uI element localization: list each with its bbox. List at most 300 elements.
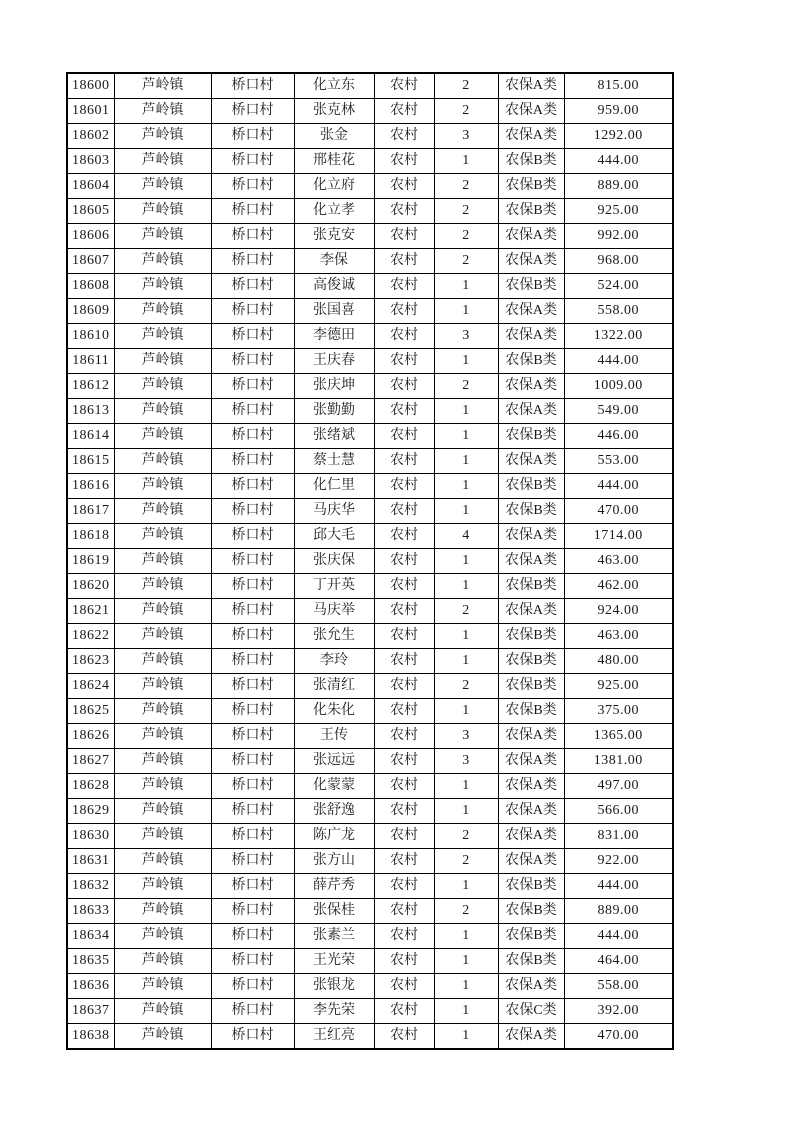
cell-person-name: 马庆举 bbox=[294, 599, 374, 624]
cell-person-name: 张允生 bbox=[294, 624, 374, 649]
cell-record-id: 18601 bbox=[67, 99, 114, 124]
cell-person-count: 1 bbox=[434, 924, 498, 949]
cell-insurance-category: 农保B类 bbox=[498, 949, 564, 974]
cell-amount: 959.00 bbox=[564, 99, 673, 124]
table-row bbox=[67, 624, 673, 649]
table-row bbox=[67, 374, 673, 399]
cell-record-id: 18614 bbox=[67, 424, 114, 449]
cell-amount: 392.00 bbox=[564, 999, 673, 1024]
cell-town: 芦岭镇 bbox=[114, 724, 211, 749]
cell-person-name: 张绪斌 bbox=[294, 424, 374, 449]
cell-village: 桥口村 bbox=[211, 749, 294, 774]
cell-record-id: 18611 bbox=[67, 349, 114, 374]
cell-amount: 464.00 bbox=[564, 949, 673, 974]
table-row bbox=[67, 799, 673, 824]
cell-village: 桥口村 bbox=[211, 174, 294, 199]
cell-village: 桥口村 bbox=[211, 899, 294, 924]
cell-residence-type: 农村 bbox=[374, 399, 434, 424]
cell-person-name: 马庆华 bbox=[294, 499, 374, 524]
cell-record-id: 18617 bbox=[67, 499, 114, 524]
cell-record-id: 18625 bbox=[67, 699, 114, 724]
cell-person-name: 张银龙 bbox=[294, 974, 374, 999]
cell-insurance-category: 农保B类 bbox=[498, 699, 564, 724]
cell-person-name: 张克安 bbox=[294, 224, 374, 249]
cell-person-count: 1 bbox=[434, 449, 498, 474]
cell-town: 芦岭镇 bbox=[114, 174, 211, 199]
cell-record-id: 18609 bbox=[67, 299, 114, 324]
cell-insurance-category: 农保A类 bbox=[498, 99, 564, 124]
cell-amount: 1381.00 bbox=[564, 749, 673, 774]
cell-insurance-category: 农保A类 bbox=[498, 774, 564, 799]
table-row bbox=[67, 674, 673, 699]
cell-insurance-category: 农保A类 bbox=[498, 1024, 564, 1050]
cell-amount: 992.00 bbox=[564, 224, 673, 249]
cell-person-name: 化立府 bbox=[294, 174, 374, 199]
cell-town: 芦岭镇 bbox=[114, 199, 211, 224]
cell-amount: 968.00 bbox=[564, 249, 673, 274]
cell-residence-type: 农村 bbox=[374, 374, 434, 399]
cell-person-count: 1 bbox=[434, 399, 498, 424]
cell-town: 芦岭镇 bbox=[114, 474, 211, 499]
cell-town: 芦岭镇 bbox=[114, 549, 211, 574]
cell-amount: 889.00 bbox=[564, 174, 673, 199]
cell-village: 桥口村 bbox=[211, 424, 294, 449]
cell-insurance-category: 农保A类 bbox=[498, 124, 564, 149]
cell-person-name: 张清红 bbox=[294, 674, 374, 699]
cell-village: 桥口村 bbox=[211, 399, 294, 424]
cell-amount: 463.00 bbox=[564, 549, 673, 574]
cell-insurance-category: 农保B类 bbox=[498, 649, 564, 674]
cell-village: 桥口村 bbox=[211, 124, 294, 149]
cell-person-count: 2 bbox=[434, 249, 498, 274]
table-row bbox=[67, 924, 673, 949]
cell-residence-type: 农村 bbox=[374, 149, 434, 174]
cell-person-count: 1 bbox=[434, 874, 498, 899]
cell-person-name: 李保 bbox=[294, 249, 374, 274]
cell-person-count: 1 bbox=[434, 299, 498, 324]
cell-insurance-category: 农保A类 bbox=[498, 724, 564, 749]
table-row bbox=[67, 199, 673, 224]
cell-residence-type: 农村 bbox=[374, 224, 434, 249]
cell-residence-type: 农村 bbox=[374, 874, 434, 899]
cell-record-id: 18610 bbox=[67, 324, 114, 349]
cell-residence-type: 农村 bbox=[374, 124, 434, 149]
cell-residence-type: 农村 bbox=[374, 624, 434, 649]
cell-village: 桥口村 bbox=[211, 499, 294, 524]
cell-residence-type: 农村 bbox=[374, 749, 434, 774]
table-row bbox=[67, 474, 673, 499]
cell-person-name: 张克林 bbox=[294, 99, 374, 124]
cell-record-id: 18602 bbox=[67, 124, 114, 149]
cell-insurance-category: 农保B类 bbox=[498, 474, 564, 499]
cell-person-name: 丁开英 bbox=[294, 574, 374, 599]
cell-village: 桥口村 bbox=[211, 73, 294, 99]
cell-town: 芦岭镇 bbox=[114, 924, 211, 949]
cell-amount: 925.00 bbox=[564, 199, 673, 224]
cell-record-id: 18616 bbox=[67, 474, 114, 499]
cell-village: 桥口村 bbox=[211, 149, 294, 174]
cell-amount: 463.00 bbox=[564, 624, 673, 649]
cell-record-id: 18606 bbox=[67, 224, 114, 249]
cell-person-count: 1 bbox=[434, 274, 498, 299]
cell-amount: 444.00 bbox=[564, 874, 673, 899]
cell-insurance-category: 农保A类 bbox=[498, 849, 564, 874]
cell-insurance-category: 农保A类 bbox=[498, 524, 564, 549]
cell-insurance-category: 农保B类 bbox=[498, 149, 564, 174]
cell-person-name: 王红亮 bbox=[294, 1024, 374, 1050]
cell-record-id: 18627 bbox=[67, 749, 114, 774]
cell-amount: 1365.00 bbox=[564, 724, 673, 749]
table-row bbox=[67, 424, 673, 449]
cell-amount: 549.00 bbox=[564, 399, 673, 424]
cell-town: 芦岭镇 bbox=[114, 99, 211, 124]
cell-person-count: 2 bbox=[434, 674, 498, 699]
cell-town: 芦岭镇 bbox=[114, 349, 211, 374]
cell-town: 芦岭镇 bbox=[114, 224, 211, 249]
cell-residence-type: 农村 bbox=[374, 674, 434, 699]
cell-insurance-category: 农保A类 bbox=[498, 224, 564, 249]
cell-town: 芦岭镇 bbox=[114, 499, 211, 524]
cell-town: 芦岭镇 bbox=[114, 874, 211, 899]
cell-person-name: 王光荣 bbox=[294, 949, 374, 974]
table-row bbox=[67, 549, 673, 574]
cell-village: 桥口村 bbox=[211, 674, 294, 699]
cell-person-count: 3 bbox=[434, 749, 498, 774]
cell-person-name: 张庆坤 bbox=[294, 374, 374, 399]
cell-amount: 1292.00 bbox=[564, 124, 673, 149]
table-row bbox=[67, 249, 673, 274]
cell-residence-type: 农村 bbox=[374, 249, 434, 274]
cell-town: 芦岭镇 bbox=[114, 599, 211, 624]
cell-person-count: 2 bbox=[434, 174, 498, 199]
cell-town: 芦岭镇 bbox=[114, 324, 211, 349]
cell-record-id: 18631 bbox=[67, 849, 114, 874]
cell-town: 芦岭镇 bbox=[114, 624, 211, 649]
cell-person-count: 1 bbox=[434, 499, 498, 524]
cell-residence-type: 农村 bbox=[374, 899, 434, 924]
cell-insurance-category: 农保A类 bbox=[498, 799, 564, 824]
cell-record-id: 18615 bbox=[67, 449, 114, 474]
cell-residence-type: 农村 bbox=[374, 73, 434, 99]
cell-person-count: 1 bbox=[434, 474, 498, 499]
cell-town: 芦岭镇 bbox=[114, 749, 211, 774]
cell-record-id: 18637 bbox=[67, 999, 114, 1024]
cell-person-name: 化立孝 bbox=[294, 199, 374, 224]
cell-record-id: 18600 bbox=[67, 73, 114, 99]
table-row bbox=[67, 124, 673, 149]
cell-amount: 558.00 bbox=[564, 974, 673, 999]
cell-person-name: 化仁里 bbox=[294, 474, 374, 499]
cell-town: 芦岭镇 bbox=[114, 824, 211, 849]
table-row bbox=[67, 724, 673, 749]
cell-amount: 553.00 bbox=[564, 449, 673, 474]
cell-residence-type: 农村 bbox=[374, 1024, 434, 1050]
cell-residence-type: 农村 bbox=[374, 599, 434, 624]
cell-residence-type: 农村 bbox=[374, 449, 434, 474]
cell-amount: 470.00 bbox=[564, 1024, 673, 1050]
table-row bbox=[67, 524, 673, 549]
cell-residence-type: 农村 bbox=[374, 499, 434, 524]
cell-residence-type: 农村 bbox=[374, 824, 434, 849]
cell-amount: 444.00 bbox=[564, 924, 673, 949]
cell-person-count: 1 bbox=[434, 424, 498, 449]
cell-town: 芦岭镇 bbox=[114, 449, 211, 474]
cell-person-name: 邢桂花 bbox=[294, 149, 374, 174]
cell-person-name: 化蒙蒙 bbox=[294, 774, 374, 799]
cell-village: 桥口村 bbox=[211, 199, 294, 224]
cell-person-count: 2 bbox=[434, 374, 498, 399]
cell-person-count: 3 bbox=[434, 124, 498, 149]
cell-record-id: 18636 bbox=[67, 974, 114, 999]
cell-record-id: 18607 bbox=[67, 249, 114, 274]
cell-person-count: 3 bbox=[434, 324, 498, 349]
cell-village: 桥口村 bbox=[211, 849, 294, 874]
table-row bbox=[67, 599, 673, 624]
table-row bbox=[67, 949, 673, 974]
table-row bbox=[67, 649, 673, 674]
cell-person-name: 李玲 bbox=[294, 649, 374, 674]
cell-residence-type: 农村 bbox=[374, 324, 434, 349]
cell-person-count: 3 bbox=[434, 724, 498, 749]
cell-record-id: 18635 bbox=[67, 949, 114, 974]
cell-amount: 815.00 bbox=[564, 73, 673, 99]
cell-person-count: 2 bbox=[434, 899, 498, 924]
cell-town: 芦岭镇 bbox=[114, 899, 211, 924]
cell-record-id: 18629 bbox=[67, 799, 114, 824]
cell-town: 芦岭镇 bbox=[114, 774, 211, 799]
cell-record-id: 18622 bbox=[67, 624, 114, 649]
cell-town: 芦岭镇 bbox=[114, 399, 211, 424]
cell-amount: 446.00 bbox=[564, 424, 673, 449]
cell-amount: 375.00 bbox=[564, 699, 673, 724]
cell-person-name: 张舒逸 bbox=[294, 799, 374, 824]
cell-village: 桥口村 bbox=[211, 524, 294, 549]
cell-person-count: 1 bbox=[434, 549, 498, 574]
cell-amount: 470.00 bbox=[564, 499, 673, 524]
cell-person-count: 4 bbox=[434, 524, 498, 549]
cell-record-id: 18618 bbox=[67, 524, 114, 549]
cell-residence-type: 农村 bbox=[374, 949, 434, 974]
cell-town: 芦岭镇 bbox=[114, 124, 211, 149]
cell-residence-type: 农村 bbox=[374, 174, 434, 199]
cell-person-name: 化立东 bbox=[294, 73, 374, 99]
cell-record-id: 18628 bbox=[67, 774, 114, 799]
cell-person-count: 2 bbox=[434, 849, 498, 874]
cell-village: 桥口村 bbox=[211, 924, 294, 949]
cell-person-name: 王传 bbox=[294, 724, 374, 749]
cell-record-id: 18608 bbox=[67, 274, 114, 299]
cell-town: 芦岭镇 bbox=[114, 574, 211, 599]
cell-town: 芦岭镇 bbox=[114, 674, 211, 699]
cell-person-count: 1 bbox=[434, 349, 498, 374]
cell-village: 桥口村 bbox=[211, 574, 294, 599]
table-row bbox=[67, 324, 673, 349]
cell-insurance-category: 农保B类 bbox=[498, 174, 564, 199]
cell-residence-type: 农村 bbox=[374, 999, 434, 1024]
table-row bbox=[67, 149, 673, 174]
cell-person-count: 1 bbox=[434, 799, 498, 824]
cell-town: 芦岭镇 bbox=[114, 524, 211, 549]
table-row bbox=[67, 224, 673, 249]
cell-village: 桥口村 bbox=[211, 249, 294, 274]
cell-insurance-category: 农保B类 bbox=[498, 574, 564, 599]
cell-person-name: 李先荣 bbox=[294, 999, 374, 1024]
cell-residence-type: 农村 bbox=[374, 774, 434, 799]
cell-person-name: 张方山 bbox=[294, 849, 374, 874]
cell-record-id: 18638 bbox=[67, 1024, 114, 1050]
cell-residence-type: 农村 bbox=[374, 274, 434, 299]
table-row bbox=[67, 349, 673, 374]
cell-town: 芦岭镇 bbox=[114, 274, 211, 299]
cell-residence-type: 农村 bbox=[374, 424, 434, 449]
cell-residence-type: 农村 bbox=[374, 849, 434, 874]
cell-person-count: 1 bbox=[434, 999, 498, 1024]
cell-town: 芦岭镇 bbox=[114, 249, 211, 274]
cell-person-name: 张国喜 bbox=[294, 299, 374, 324]
cell-insurance-category: 农保B类 bbox=[498, 274, 564, 299]
cell-village: 桥口村 bbox=[211, 1024, 294, 1050]
cell-town: 芦岭镇 bbox=[114, 849, 211, 874]
cell-residence-type: 农村 bbox=[374, 799, 434, 824]
cell-person-name: 高俊诚 bbox=[294, 274, 374, 299]
cell-residence-type: 农村 bbox=[374, 474, 434, 499]
cell-record-id: 18633 bbox=[67, 899, 114, 924]
cell-town: 芦岭镇 bbox=[114, 374, 211, 399]
cell-record-id: 18612 bbox=[67, 374, 114, 399]
cell-insurance-category: 农保A类 bbox=[498, 324, 564, 349]
cell-village: 桥口村 bbox=[211, 974, 294, 999]
cell-person-name: 李德田 bbox=[294, 324, 374, 349]
cell-insurance-category: 农保A类 bbox=[498, 549, 564, 574]
cell-town: 芦岭镇 bbox=[114, 949, 211, 974]
cell-amount: 480.00 bbox=[564, 649, 673, 674]
cell-amount: 922.00 bbox=[564, 849, 673, 874]
cell-record-id: 18634 bbox=[67, 924, 114, 949]
cell-amount: 558.00 bbox=[564, 299, 673, 324]
cell-town: 芦岭镇 bbox=[114, 299, 211, 324]
cell-insurance-category: 农保A类 bbox=[498, 824, 564, 849]
cell-amount: 924.00 bbox=[564, 599, 673, 624]
cell-record-id: 18620 bbox=[67, 574, 114, 599]
cell-village: 桥口村 bbox=[211, 549, 294, 574]
cell-amount: 1009.00 bbox=[564, 374, 673, 399]
cell-town: 芦岭镇 bbox=[114, 974, 211, 999]
cell-amount: 1714.00 bbox=[564, 524, 673, 549]
cell-person-count: 2 bbox=[434, 199, 498, 224]
table-row bbox=[67, 774, 673, 799]
cell-village: 桥口村 bbox=[211, 274, 294, 299]
cell-residence-type: 农村 bbox=[374, 349, 434, 374]
cell-amount: 566.00 bbox=[564, 799, 673, 824]
table-row bbox=[67, 749, 673, 774]
table-row bbox=[67, 274, 673, 299]
table-row bbox=[67, 874, 673, 899]
cell-insurance-category: 农保C类 bbox=[498, 999, 564, 1024]
table-row bbox=[67, 174, 673, 199]
cell-insurance-category: 农保A类 bbox=[498, 974, 564, 999]
cell-record-id: 18603 bbox=[67, 149, 114, 174]
cell-insurance-category: 农保B类 bbox=[498, 674, 564, 699]
cell-residence-type: 农村 bbox=[374, 524, 434, 549]
cell-town: 芦岭镇 bbox=[114, 699, 211, 724]
cell-person-name: 薛芹秀 bbox=[294, 874, 374, 899]
table-row bbox=[67, 574, 673, 599]
cell-residence-type: 农村 bbox=[374, 924, 434, 949]
cell-insurance-category: 农保B类 bbox=[498, 924, 564, 949]
cell-person-count: 2 bbox=[434, 99, 498, 124]
table-row bbox=[67, 974, 673, 999]
cell-person-name: 化朱化 bbox=[294, 699, 374, 724]
cell-village: 桥口村 bbox=[211, 949, 294, 974]
cell-amount: 925.00 bbox=[564, 674, 673, 699]
cell-insurance-category: 农保A类 bbox=[498, 73, 564, 99]
cell-town: 芦岭镇 bbox=[114, 1024, 211, 1050]
cell-amount: 831.00 bbox=[564, 824, 673, 849]
cell-amount: 444.00 bbox=[564, 149, 673, 174]
cell-village: 桥口村 bbox=[211, 724, 294, 749]
cell-record-id: 18604 bbox=[67, 174, 114, 199]
cell-record-id: 18605 bbox=[67, 199, 114, 224]
cell-insurance-category: 农保B类 bbox=[498, 424, 564, 449]
cell-amount: 524.00 bbox=[564, 274, 673, 299]
cell-person-count: 2 bbox=[434, 73, 498, 99]
cell-person-count: 1 bbox=[434, 649, 498, 674]
cell-record-id: 18630 bbox=[67, 824, 114, 849]
cell-insurance-category: 农保A类 bbox=[498, 399, 564, 424]
cell-record-id: 18613 bbox=[67, 399, 114, 424]
cell-village: 桥口村 bbox=[211, 224, 294, 249]
cell-village: 桥口村 bbox=[211, 599, 294, 624]
table-row bbox=[67, 824, 673, 849]
cell-record-id: 18621 bbox=[67, 599, 114, 624]
cell-amount: 444.00 bbox=[564, 474, 673, 499]
cell-record-id: 18626 bbox=[67, 724, 114, 749]
cell-residence-type: 农村 bbox=[374, 974, 434, 999]
table-row bbox=[67, 449, 673, 474]
cell-village: 桥口村 bbox=[211, 824, 294, 849]
cell-amount: 497.00 bbox=[564, 774, 673, 799]
cell-village: 桥口村 bbox=[211, 649, 294, 674]
cell-insurance-category: 农保A类 bbox=[498, 374, 564, 399]
cell-insurance-category: 农保A类 bbox=[498, 249, 564, 274]
table-row bbox=[67, 399, 673, 424]
cell-insurance-category: 农保B类 bbox=[498, 499, 564, 524]
cell-record-id: 18632 bbox=[67, 874, 114, 899]
cell-village: 桥口村 bbox=[211, 874, 294, 899]
cell-amount: 444.00 bbox=[564, 349, 673, 374]
cell-insurance-category: 农保B类 bbox=[498, 874, 564, 899]
cell-insurance-category: 农保B类 bbox=[498, 349, 564, 374]
cell-insurance-category: 农保B类 bbox=[498, 899, 564, 924]
cell-person-name: 邱大毛 bbox=[294, 524, 374, 549]
cell-person-name: 张素兰 bbox=[294, 924, 374, 949]
cell-record-id: 18619 bbox=[67, 549, 114, 574]
cell-person-count: 1 bbox=[434, 974, 498, 999]
cell-town: 芦岭镇 bbox=[114, 424, 211, 449]
cell-insurance-category: 农保A类 bbox=[498, 449, 564, 474]
cell-village: 桥口村 bbox=[211, 374, 294, 399]
cell-village: 桥口村 bbox=[211, 799, 294, 824]
table-body bbox=[67, 73, 673, 1049]
cell-village: 桥口村 bbox=[211, 324, 294, 349]
cell-person-count: 1 bbox=[434, 1024, 498, 1050]
table-row bbox=[67, 73, 673, 99]
cell-record-id: 18624 bbox=[67, 674, 114, 699]
cell-residence-type: 农村 bbox=[374, 299, 434, 324]
cell-village: 桥口村 bbox=[211, 474, 294, 499]
cell-village: 桥口村 bbox=[211, 349, 294, 374]
cell-town: 芦岭镇 bbox=[114, 149, 211, 174]
